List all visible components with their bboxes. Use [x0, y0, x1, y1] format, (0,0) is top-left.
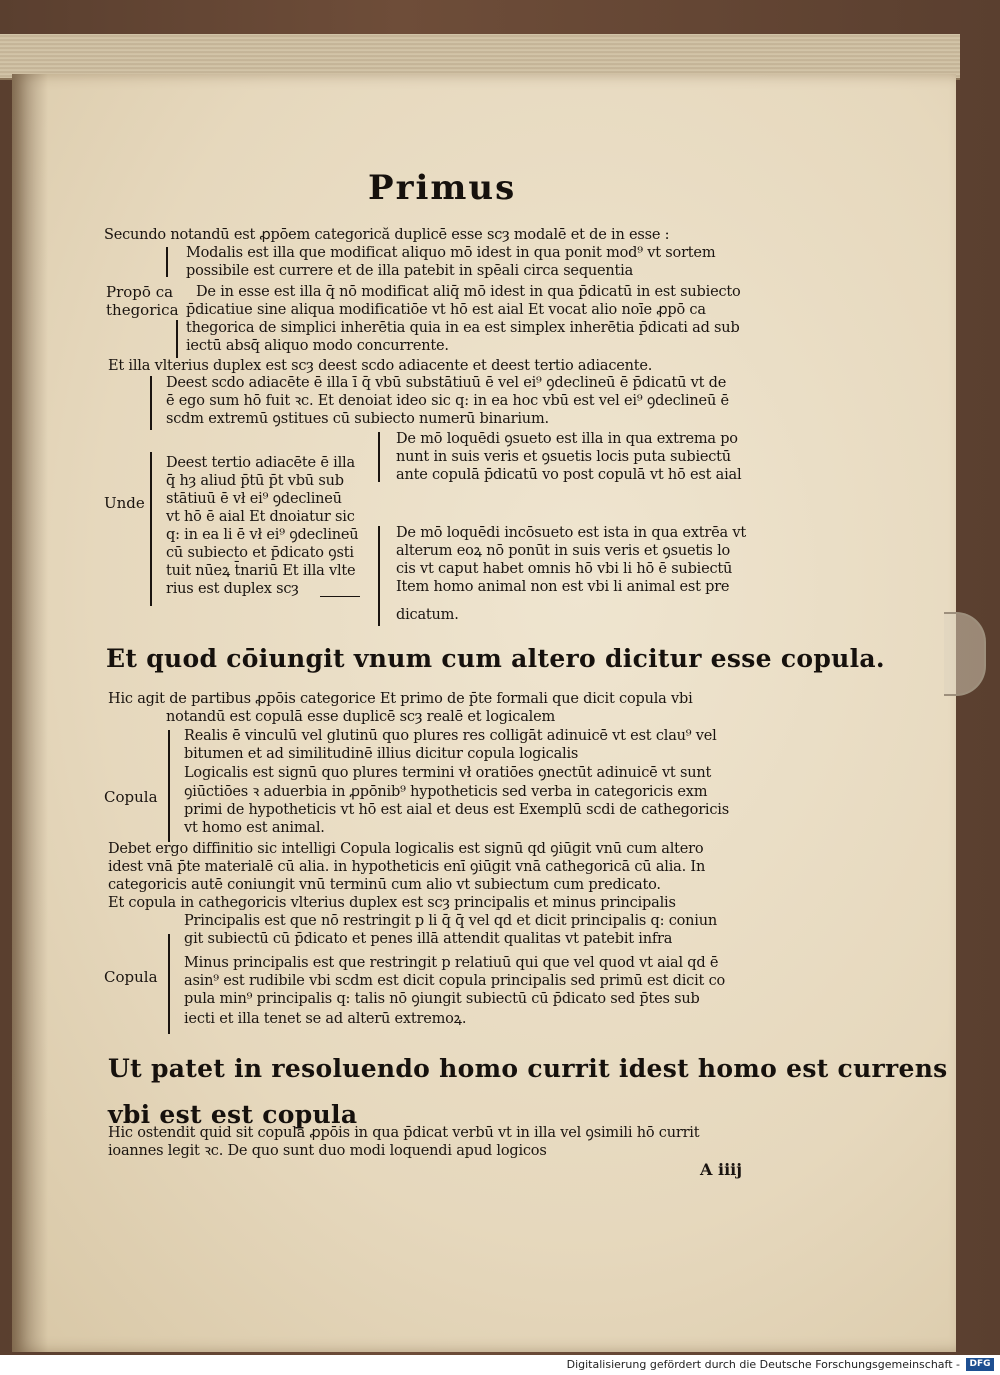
side-label-unde: Unde [104, 494, 145, 512]
text-line: Deest scdo adiacēte ē illa ī q̄ vbū substātiuū ē vel ei⁹ ꝯdeclineū ē p̄dicatū vt de [166, 375, 727, 391]
text-line: pula min⁹ principalis q: talis nō ꝯiungit subiectū cū p̄dicato sed p̄tes sub [184, 991, 700, 1007]
large-text-line: vbi est est copula [108, 1100, 358, 1129]
side-label-thegorica: thegorica [106, 301, 179, 319]
large-text-line: Ut patet in resoluendo homo currit idest homo est currens [108, 1054, 948, 1083]
bracket [378, 526, 380, 626]
text-line: bitumen et ad similitudinē illius dicitur copula logicalis [184, 746, 579, 762]
connector-line [320, 596, 360, 597]
text-line: idest vnā p̄te materialē cū alia. in hypotheticis enī ꝯiūgit vnā cathegoricā cū alia. In [108, 859, 706, 875]
text-line: Et illa vlterius duplex est scȝ deest scdo adiacente et deest tertio adiacente. [108, 358, 653, 374]
side-label-copula: Copula [104, 968, 158, 986]
text-line: Secundo notandū est ꝓpōem categorică duplicē esse scȝ modalē et de in esse : [104, 227, 670, 243]
text-line: alterum eoꝝ nō ponūt in suis veris et ꝯsuetis lo [396, 543, 731, 559]
page-clip [944, 612, 986, 696]
text-line: vt homo est animal. [184, 820, 325, 836]
text-line: ꝯiūctiōes ꝛ aduerbia in ꝓpōnib⁹ hypotheticis sed verba in categoricis exm [184, 784, 708, 800]
text-line: Realis ē vinculū vel glutinū quo plures res colligāt adinuicē vt est clau⁹ vel [184, 728, 717, 744]
footer-credit: Digitalisierung gefördert durch die Deutsche Forschungsgemeinschaft - [566, 1358, 960, 1371]
text-line: Item homo animal non est vbi li animal est pre [396, 579, 730, 595]
text-line: iecti et illa tenet se ad alterū extremoꝝ. [184, 1011, 467, 1027]
text-line: stātiuū ē vł ei⁹ ꝯdeclineū [166, 491, 342, 507]
signature-mark: A iiij [700, 1160, 743, 1179]
dfg-logo: DFG [966, 1358, 994, 1371]
text-line: thegorica de simplici inherētia quia in ea est simplex inherētia p̄dicati ad sub [186, 320, 740, 336]
bracket [166, 247, 168, 277]
text-line: vt hō ē aial Et dnoiatur sic [166, 509, 355, 525]
text-line: Logicalis est signū quo plures termini vł oratiōes ꝯnectūt adinuicē vt sunt [184, 765, 712, 781]
text-line: possibile est currere et de illa patebit in spēali circa sequentia [186, 263, 634, 279]
large-text-line: Et quod cōiungit vnum cum altero dicitur esse copula. [106, 644, 885, 673]
text-line: cis vt caput habet omnis hō vbi li hō ē subiectū [396, 561, 733, 577]
text-line: Principalis est que nō restringit p li q̄ q̄ vel qd et dicit principalis q: coniun [184, 913, 718, 929]
text-line: categoricis autē coniungit vnū terminū cum alio vt subiectum cum predicato. [108, 877, 661, 893]
text-line: ante copulā p̄dicatū vo post copulā vt hō est aial [396, 467, 742, 483]
text-line: Debet ergo diffinitio sic intelligi Copula logicalis est signū qd ꝯiūgit vnū cum altero [108, 841, 704, 857]
text-line: primi de hypotheticis vt hō est aial et deus est Exemplū scdi de cathegoricis [184, 802, 729, 818]
page-heading: Primus [368, 168, 517, 208]
text-line: q̄ hȝ aliud p̄tū p̄t vbū sub [166, 473, 344, 489]
text-line: git subiectū cū p̄dicato et penes illā attendit qualitas vt patebit infra [184, 931, 673, 947]
text-line: scdm extremū ꝯstitues cū subiecto numerū binarium. [166, 411, 549, 427]
text-line: De mō loquēdi ꝯsueto est illa in qua extrema po [396, 431, 738, 447]
side-label-copula: Copula [104, 788, 158, 806]
text-line: Modalis est illa que modificat aliquo mō idest in qua ponit mod⁹ vt sortem [186, 245, 716, 261]
text-line: tuit nūeꝝ t̄nariū Et illa vlte [166, 563, 356, 579]
footer-bar [0, 1355, 1000, 1375]
text-line: p̄dicatiue sine aliqua modificatiōe vt hō est aial Et vocat alio noīe ꝓpō ca [186, 302, 706, 318]
text-line: notandū est copulā esse duplicē scȝ realē et logicalem [166, 709, 556, 725]
text-line: rius est duplex scȝ [166, 581, 299, 597]
bracket [168, 730, 170, 842]
bracket [168, 934, 170, 1034]
side-label-propo: Propō ca [106, 283, 174, 301]
text-line: Minus principalis est que restringit p relatiuū qui que vel quod vt aial qd ē [184, 955, 719, 971]
text-line: q: in ea li ē vł ei⁹ ꝯdeclineū [166, 527, 359, 543]
text-line: cū subiecto et p̄dicato ꝯsti [166, 545, 354, 561]
text-line: Hic ostendit quid sit copula ꝓpōis in qua p̄dicat verbū vt in illa vel ꝯsimili hō currit [108, 1125, 700, 1141]
text-line: De mō loquēdi incōsueto est ista in qua extrēa vt [396, 525, 747, 541]
gutter-shadow [12, 74, 48, 1352]
text-line: De in esse est illa q̄ nō modificat aliq̄ mō idest in qua p̄dicatū in est subiecto [196, 284, 741, 300]
text-line: ē ego sum hō fuit ꝛc. Et denoiat ideo sic q: in ea hoc vbū est vel ei⁹ ꝯdeclineū ē [166, 393, 729, 409]
bracket [176, 320, 178, 358]
text-line: nunt in suis veris et ꝯsuetis locis puta subiectū [396, 449, 731, 465]
bracket [378, 432, 380, 482]
text-line: asin⁹ est rudibile vbi scdm est dicit copula principalis sed primū est dicit co [184, 973, 726, 989]
text-line: Deest tertio adiacēte ē illa [166, 455, 355, 471]
bracket [150, 376, 152, 430]
text-line: dicatum. [396, 607, 459, 623]
text-line: Et copula in cathegoricis vlterius duplex est scȝ principalis et minus principalis [108, 895, 676, 911]
text-line: iectū absq̄ aliquo modo concurrente. [186, 338, 449, 354]
text-line: Hic agit de partibus ꝓpōis categorice Et primo de p̄te formali que dicit copula vbi [108, 691, 693, 707]
text-line: ioannes legit ꝛc. De quo sunt duo modi loquendi apud logicos [108, 1143, 547, 1159]
bracket [150, 452, 152, 606]
